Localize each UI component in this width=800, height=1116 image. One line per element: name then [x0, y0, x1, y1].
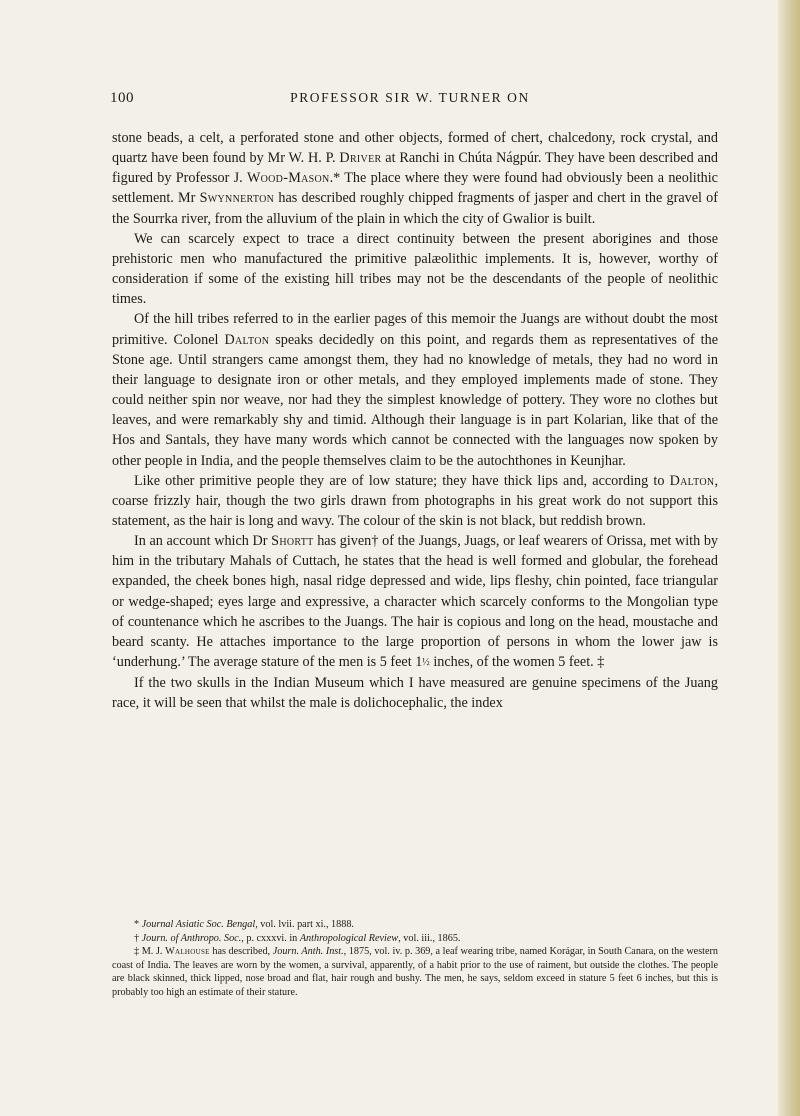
text-run: , vol. iii., 1865.	[398, 932, 461, 944]
text-run: , coarse frizzly hair, though the two girls drawn from photographs in his great work do not support this statement, as the hair is long and wavy. The colour of the skin is not black, but reddish brown.	[112, 472, 718, 529]
text-run: , vol. lvii. part xi., 1888.	[255, 919, 354, 930]
author-name: Swynnerton	[199, 190, 275, 207]
text-run: .* The place where they were found had obviously been a neolithic settlement. Mr	[112, 170, 718, 207]
text-run: has described,	[209, 946, 273, 957]
text-run: speaks decidedly on this point, and regards them as representatives of the Stone age. Until strangers came amongst them, they had no knowledge of metals, they had no word in their language to designate iron or other metals, and they employed implements made of stone. They could neither spin nor weave, nor had they the simplest knowledge of pottery. They wore no clothes but leaves, and were remarkably shy and timid. Although their language is in part Kolarian, like that of the Hos and Santals, they have many words which cannot be connected with the languages now spoken by other people in India, and the people themselves claim to be the autochthones in Keunjhar.	[112, 331, 719, 469]
footnote	[112, 932, 718, 946]
citation-title: Journ. Anth. Inst.	[272, 946, 344, 957]
page-number: 100	[110, 90, 134, 106]
page-edge-shadow	[778, 0, 800, 1116]
paragraph	[112, 673, 718, 713]
text-run: stone beads, a celt, a perforated stone and other objects, formed of chert, chalcedony, rock crystal, and quartz have been found by Mr W. H. P.	[112, 130, 718, 167]
author-name: Dalton	[224, 331, 270, 348]
text-run: at Ranchi in Chúta Nágpúr. They have been described and figured by Professor J.	[112, 150, 719, 187]
footnote	[112, 918, 718, 932]
citation-title: Journ. of Anthropo. Soc.	[141, 932, 242, 944]
text-run: has given† of the Juangs, Juags, or leaf wearers of Orissa, met with by him in the tributary Mahals of Cuttach, he states that the head is well formed and globular, the forehead expanded, the cheek bones high, nasal ridge depressed and wide, lips fleshy, chin pointed, face triangular or wedge-shaped; eyes large and expressive, a character which scarcely conforms to the Mongolian type of countenance which he ascribes to the Juangs. The hair is copious and long on the head, moustache and beard scanty. He attaches importance to the large proportion of persons in whom the lower jaw is ‘underhung.’ The average stature of the men is 5 feet 1	[112, 533, 719, 671]
paragraph	[112, 309, 718, 470]
text-run: has described roughly chipped fragments of jasper and chert in the gravel of the Sourrka river, from the alluvium of the plain in which the city of Gwalior is built.	[112, 190, 718, 227]
text-run: †	[134, 932, 142, 944]
text-run: inches, of the women 5 feet. ‡	[429, 654, 605, 671]
citation-title: Anthropological Review	[299, 932, 399, 944]
text-run: Like other primitive people they are of low stature; they have thick lips and, according to	[134, 472, 670, 489]
text-run: *	[134, 919, 142, 930]
text-run: ‡ M. J.	[134, 946, 166, 957]
author-name: Wood-Mason	[246, 170, 330, 187]
text-run: Of the hill tribes referred to in the earlier pages of this memoir the Juangs are without doubt the most primitive. Colonel	[112, 311, 718, 348]
running-title: PROFESSOR SIR W. TURNER ON	[290, 90, 530, 105]
paragraph	[112, 128, 718, 229]
author-name: Walhouse	[165, 946, 210, 957]
text-run: , 1875, vol. iv. p. 369, a leaf wearing tribe, named Korágar, in South Canara, on the western coast of India. The leaves are worn by the women, a survival, apparently, of a habit prior to the use of raiment, but outside the clothes. The people are black skinned, thick lipped, nose broad and flat, hair rough and bushy. The men, he says, seldom exceed in stature 5 feet 6 inches, but this is probably too high an estimate of their stature.	[112, 946, 719, 998]
footnotes	[112, 918, 718, 999]
text-run: In an account which Dr	[134, 533, 272, 550]
paragraph	[112, 531, 718, 673]
citation-title: Journal Asiatic Soc. Bengal	[141, 919, 256, 930]
paragraph	[112, 471, 718, 531]
author-name: Shortt	[271, 533, 314, 550]
author-name: Driver	[339, 150, 382, 167]
author-name: Dalton	[669, 472, 715, 489]
fraction: ½	[422, 657, 430, 669]
footnote	[112, 945, 718, 999]
page-header	[110, 90, 710, 114]
text-run: If the two skulls in the Indian Museum which I have measured are genuine specimens of the Juang race, it will be seen that whilst the male is dolichocephalic, the index	[112, 675, 718, 712]
text-run: , p. cxxxvi. in	[241, 932, 300, 944]
text-run: We can scarcely expect to trace a direct continuity between the present aborigines and those prehistoric men who manufactured the primitive palæolithic implements. It is, however, worthy of consideration if some of the existing hill tribes may not be the descendants of the people of neolithic times.	[112, 230, 718, 308]
paragraph	[112, 229, 718, 310]
body-text	[112, 128, 718, 714]
